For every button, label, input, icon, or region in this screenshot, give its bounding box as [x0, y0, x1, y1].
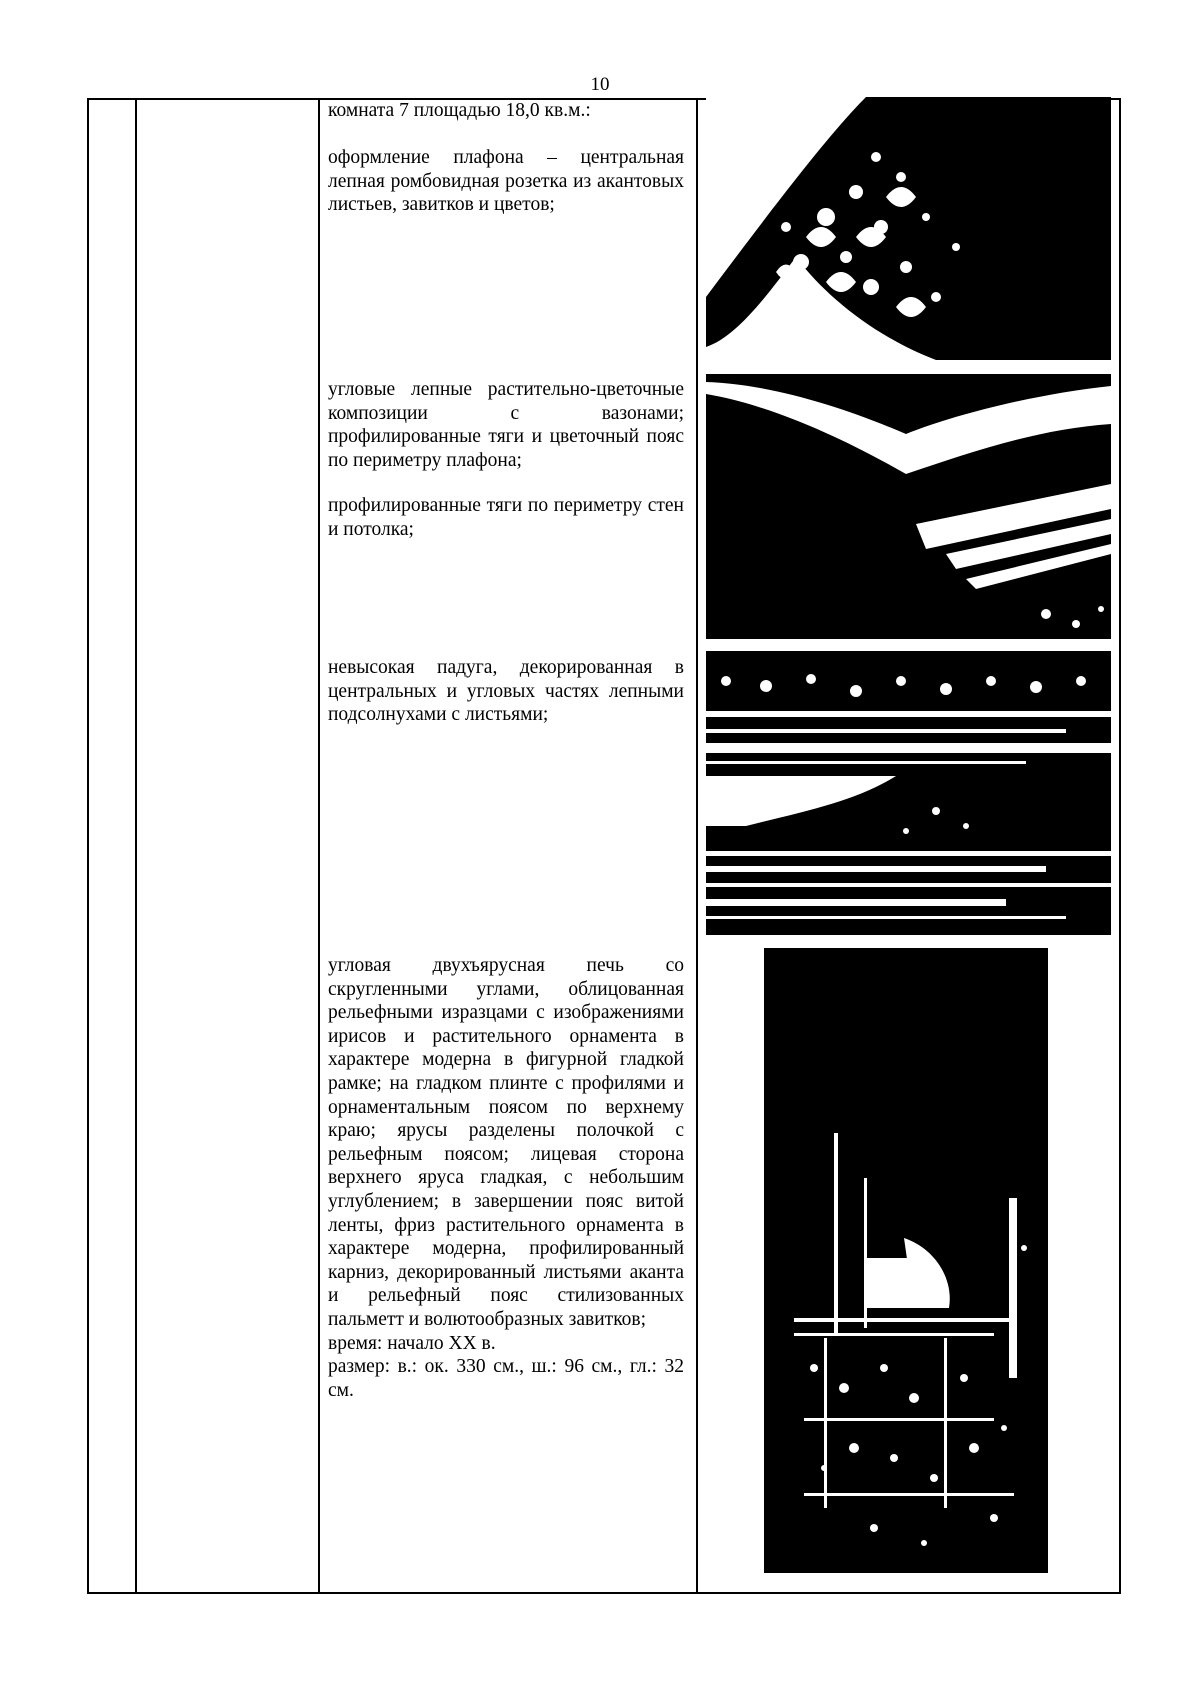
tiled-stove-image — [764, 948, 1048, 1573]
plafond-description-text: оформление плафона – центральная лепная ромбовидная розетка из акантовых листьев, завитков и цветов; — [328, 147, 684, 216]
stove-size-text: размер: в.: ок. 330 см., ш.: 96 см., гл.: 32 см. — [328, 1356, 684, 1401]
room-heading-text: комната 7 площадью 18,0 кв.м.: — [328, 100, 591, 121]
stove-description — [328, 954, 684, 1402]
cove-description — [328, 656, 684, 727]
wall-molding-description — [328, 494, 684, 541]
cove-sunflowers-photo — [706, 651, 1111, 935]
corner-molding-image — [706, 374, 1111, 639]
corner-molding-photo — [706, 374, 1111, 639]
cove-sunflowers-image — [706, 651, 1111, 935]
stove-date-text: время: начало XX в. — [328, 1332, 496, 1354]
cove-description-text: невысокая падуга, декорированная в центральных и угловых частях лепными подсолнухами с листьями; — [328, 657, 684, 726]
plafond-description — [328, 146, 684, 217]
corner-compositions-text: угловые лепные растительно-цветочные композиции с вазонами; профилированные тяги и цветочный пояс по периметру плафона; — [328, 379, 684, 471]
corner-compositions-description — [328, 378, 684, 472]
wall-molding-text: профилированные тяги по периметру стен и потолка; — [328, 495, 684, 540]
page-number: 10 — [590, 74, 610, 95]
column-divider — [318, 98, 320, 1594]
stove-description-text: угловая двухъярусная печь со скругленными углами, облицованная рельефными изразцами с изображениями ирисов и растительного орнамента в характере модерна в фигурной гладкой рамке; на гладком плинте с профилями и орнаментальным поясом по верхнему краю; ярусы разделены полочкой с рельефным поясом; лицевая сторона верхнего яруса гладкая, с небольшим углублением; в завершении пояс витой ленты, фриз растительного орнамента в характере модерна, профилированный карниз, декорированный листьями аканта и рельефный пояс стилизованных пальметт и волютообразных завитков; — [328, 955, 684, 1330]
ceiling-rosette-photo — [706, 97, 1111, 360]
room-heading — [328, 99, 684, 123]
tiled-stove-photo — [764, 948, 1048, 1573]
ceiling-rosette-image — [706, 97, 1111, 360]
column-divider — [696, 98, 698, 1594]
column-divider — [135, 98, 137, 1594]
